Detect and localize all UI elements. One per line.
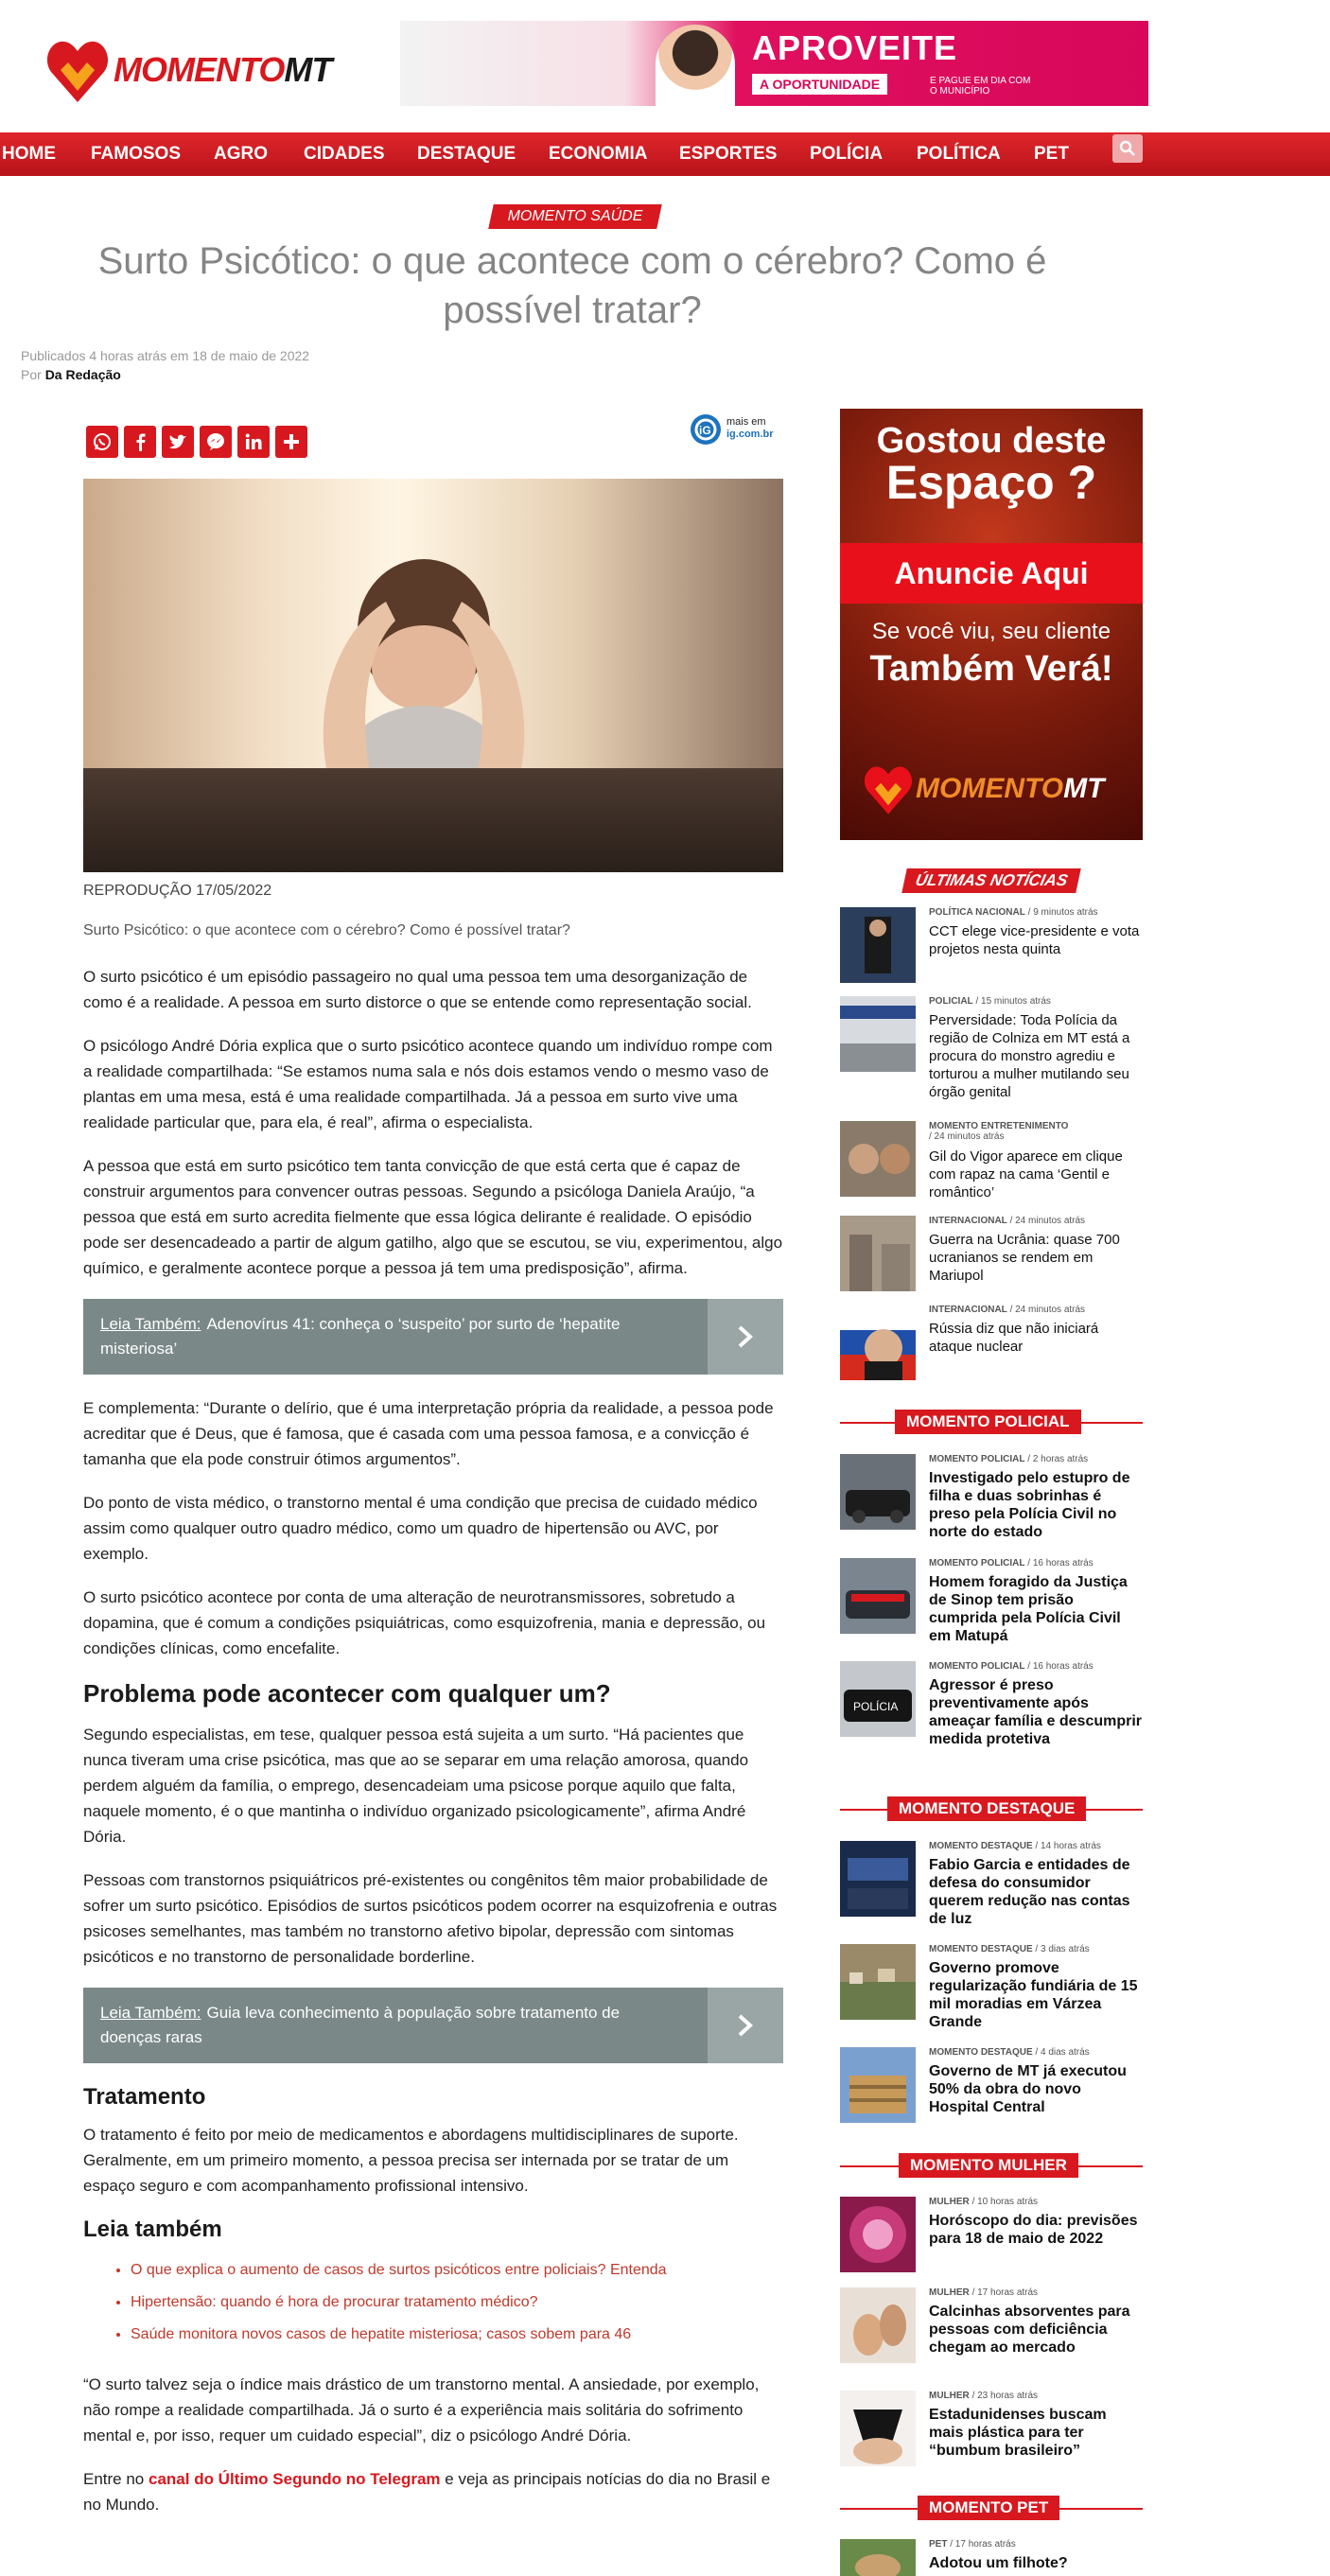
news-time: / 24 minutos atrás <box>929 1131 1005 1142</box>
news-category[interactable]: PET <box>929 2539 948 2550</box>
news-time: / 16 horas atrás <box>1027 1558 1094 1568</box>
news-time: / 16 horas atrás <box>1027 1661 1094 1672</box>
paragraph-9: O tratamento é feito por meio de medicamentos e abordagens multidisciplinares de suporte. Geralmente, em um primeiro momento, a pessoa precisa ser internada por se tratar de um espaço seguro e com acompanhamento profissional intensivo. <box>83 2126 739 2195</box>
news-thumbnail <box>840 1944 916 2020</box>
nav-home[interactable]: HOME <box>2 144 56 164</box>
news-title[interactable]: Investigado pelo estupro de filha e duas sobrinhas é preso pela Polícia Civil no norte do estado <box>929 1470 1130 1540</box>
site-logo[interactable] <box>47 34 331 106</box>
news-category[interactable]: MOMENTO POLICIAL <box>929 1661 1025 1672</box>
news-category[interactable]: MOMENTO DESTAQUE <box>929 1841 1033 1851</box>
news-title[interactable]: Perversidade: Toda Polícia da região de Colniza em MT está a procura do monstro agrediu e torturou a mulher mutilando seu órgão genital <box>929 1012 1130 1100</box>
news-category[interactable]: MOMENTO ENTRETENIMENTO <box>929 1121 1069 1131</box>
side-ad-line-1a: Gostou deste <box>876 421 1107 461</box>
news-meta <box>929 2287 1038 2298</box>
hero-table <box>83 768 783 872</box>
news-title[interactable]: Gil do Vigor aparece em clique com rapaz na cama ‘Gentil e romântico’ <box>929 1148 1123 1200</box>
related-links-list <box>131 2254 783 2351</box>
news-title[interactable]: Calcinhas absorventes para pessoas com deficiência chegam ao mercado <box>929 2304 1130 2356</box>
side-ad-line-3: Se você viu, seu cliente <box>871 619 1111 644</box>
news-category[interactable]: MOMENTO POLICIAL <box>929 1558 1025 1568</box>
news-thumbnail <box>840 1841 916 1917</box>
top-ad-banner[interactable] <box>400 21 1148 106</box>
linkedin-icon <box>243 431 264 452</box>
news-thumbnail <box>840 1121 916 1197</box>
paragraph-1: O surto psicótico é um episódio passageiro no qual uma pessoa tem uma desorganização de como é a realidade. A pessoa em surto distorce o que se entende como representação social. <box>83 968 752 1011</box>
paragraph-8: Pessoas com transtornos psiquiátricos pré-existentes ou congênitos têm maior probabilidade de sofrer um surto psicótico. Episódios de surtos psicóticos podem ocorrer na esquizofrenia e outras psicoses semelhantes, mas também no transtorno afetivo bipolar, depressão com sintomas psicóticos e no transtorno de personalidade borderline. <box>83 1871 778 1966</box>
paragraph-3: A pessoa que está em surto psicótico tem tanta convicção de que está certa que é capaz de construir argumentos para convencer outras pessoas. Segundo a psicóloga Daniela Araújo, “a pessoa que está em surto acredita fielmente que essa lógica delirante é realidade. O episódio pode ser desencadeado a partir de algum gatilho, algo que se escutou, se viu, experimentou, algo químico, e geralmente acontece porque a pessoa já tem uma predisposição”, afirma. <box>83 1157 783 1277</box>
news-meta <box>929 1661 1094 1672</box>
whatsapp-share-button[interactable] <box>86 426 118 458</box>
news-title[interactable]: Governo promove regularização fundiária de 15 mil moradias em Várzea Grande <box>929 1960 1138 2030</box>
news-title[interactable]: Fabio Garcia e entidades de defesa do consumidor querem redução nas contas de luz <box>929 1857 1130 1927</box>
news-title[interactable]: Agressor é preso preventivamente após ameaçar família e descumprir medida protetiva <box>929 1677 1143 1747</box>
news-meta <box>929 2539 1016 2550</box>
news-meta <box>929 1216 1085 1226</box>
news-thumbnail <box>840 2539 916 2576</box>
ig-label-2: ig.com.br <box>726 429 774 440</box>
read-also-title-2: Guia leva conhecimento à população sobre tratamento de doenças raras <box>100 2004 621 2046</box>
ig-logo-icon <box>689 412 723 447</box>
news-meta <box>929 1841 1101 1851</box>
article-lead: Surto Psicótico: o que acontece com o cérebro? Como é possível tratar? <box>83 922 570 938</box>
nav-pet[interactable]: PET <box>1034 144 1069 164</box>
news-time: / 3 dias atrás <box>1035 1944 1090 1954</box>
side-ad-logo-a: MOMENTO <box>916 773 1064 804</box>
news-title[interactable]: Governo de MT já executou 50% da obra do novo Hospital Central <box>929 2063 1127 2115</box>
svg-text:iG: iG <box>699 424 711 437</box>
nav-politica[interactable]: POLÍTICA <box>917 144 1001 164</box>
section-ultimas-noticias-header <box>840 868 1143 893</box>
side-ad-line-1 <box>840 420 1143 508</box>
category-label: MOMENTO SAÚDE <box>507 208 643 224</box>
news-meta <box>929 1454 1088 1464</box>
section-policial-header <box>840 1410 1143 1434</box>
logo-text-a: MOMENTO <box>114 50 285 89</box>
facebook-icon <box>130 431 150 452</box>
nav-economia[interactable]: ECONOMIA <box>549 144 648 164</box>
paragraph-4: E complementa: “Durante o delírio, que é uma interpretação própria da realidade, a pessoa pode acreditar que é Deus, que é famosa, que é casada com uma pessoa famosa, e a convicção é tamanha que ela pode construir ótimos argumentos”. <box>83 1399 774 1468</box>
banner-small-text: E PAGUE EM DIA COM O MUNICÍPIO <box>930 76 1031 96</box>
subheading-problem: Problema pode acontecer com qualquer um? <box>83 1679 611 1708</box>
read-also-arrow-2[interactable] <box>708 1988 783 2063</box>
author-prefix: Por <box>21 367 42 382</box>
logo-text-b: MT <box>284 50 332 89</box>
related-link-1[interactable]: • O que explica o aumento de casos de surtos psicóticos entre policiais? Entenda <box>131 2254 783 2287</box>
site-header <box>0 0 1330 132</box>
news-thumbnail <box>840 2047 916 2123</box>
side-ad-line-1b: Espaço ? <box>885 456 1097 509</box>
news-title[interactable]: Guerra na Ucrânia: quase 700 ucranianos se rendem em Mariupol <box>929 1232 1120 1284</box>
news-title[interactable]: Adotou um filhote? <box>929 2555 1068 2571</box>
side-ad-logo <box>865 761 1104 817</box>
news-thumbnail <box>840 2391 916 2466</box>
ig-label-1: mais em <box>726 416 766 428</box>
search-icon <box>1119 140 1136 157</box>
section-mulher-label[interactable]: MOMENTO MULHER <box>899 2153 1078 2178</box>
heart-logo-icon <box>47 36 108 104</box>
side-ad-logo-text <box>916 773 1104 805</box>
news-time: / 15 minutos atrás <box>975 996 1051 1007</box>
banner-photo <box>656 25 735 106</box>
news-title[interactable]: CCT elege vice-presidente e vota projetos nesta quinta <box>929 923 1140 957</box>
news-meta <box>929 2197 1038 2207</box>
nav-destaque[interactable]: DESTAQUE <box>417 144 516 164</box>
paragraph-7: Segundo especialistas, em tese, qualquer pessoa está sujeita a um surto. “Há pacientes que nunca tiveram uma crise psicótica, mas que ao se separar em uma relação amorosa, quando perdem alguém da família, o emprego, desencadeiam uma psicose porque aquilo que falta, naquele momento, é o que mantinha o indivíduo organizado psicologicamente”, afirma André Dória. <box>83 1726 749 1846</box>
news-title[interactable]: Horóscopo do dia: previsões para 18 de maio de 2022 <box>929 2213 1138 2247</box>
news-title[interactable]: Rússia diz que não iniciará ataque nuclear <box>929 1321 1099 1355</box>
news-meta <box>929 1121 1068 1142</box>
news-category[interactable]: MOMENTO POLICIAL <box>929 1454 1025 1464</box>
news-time: / 10 horas atrás <box>971 2197 1039 2207</box>
side-ad-logo-b: MT <box>1063 773 1105 804</box>
news-thumbnail <box>840 2197 916 2272</box>
section-destaque-header <box>840 1796 1143 1821</box>
read-also-text-2 <box>100 2001 668 2050</box>
news-time: / 17 horas atrás <box>950 2539 1016 2550</box>
article-title: Surto Psicótico: o que acontece com o cérebro? Como é possível tratar? <box>97 240 1047 331</box>
side-ad-line-4: Também Verá! <box>869 649 1113 689</box>
chevron-right-icon <box>735 2013 756 2038</box>
side-ad-cta: Anuncie Aqui <box>840 543 1143 604</box>
news-meta <box>929 996 1051 1007</box>
news-category[interactable]: MULHER <box>929 2197 970 2207</box>
nav-esportes[interactable]: ESPORTES <box>679 144 778 164</box>
section-pet-label[interactable]: MOMENTO PET <box>918 2496 1059 2520</box>
news-thumbnail <box>840 907 916 983</box>
paragraph-10: “O surto talvez seja o índice mais drástico de um transtorno mental. A ansiedade, por exemplo, não rompe a realidade compartilhada. Já o surto é a experiência mais solitária do sofrimento mental e, por isso, requer um cuidado especial”, diz o psicólogo André Dória. <box>83 2375 760 2445</box>
news-meta <box>929 2047 1090 2058</box>
telegram-prefix: Entre no <box>83 2470 145 2488</box>
read-also-label-1: Leia Também: <box>100 1315 201 1333</box>
news-time: / 24 minutos atrás <box>1009 1305 1086 1315</box>
news-thumbnail <box>840 996 916 1072</box>
section-policial-label[interactable]: MOMENTO POLICIAL <box>895 1410 1081 1434</box>
share-bar <box>86 426 307 458</box>
news-thumbnail <box>840 1305 916 1380</box>
banner-headline: APROVEITE <box>752 28 958 67</box>
linkedin-share-button[interactable] <box>237 426 270 458</box>
news-time: / 4 dias atrás <box>1035 2047 1090 2058</box>
published-date: Publicados 4 horas atrás em 18 de maio de 2022 <box>21 348 310 363</box>
news-thumbnail <box>840 1558 916 1634</box>
related-link-2[interactable]: • Hipertensão: quando é hora de procurar tratamento médico? <box>131 2287 783 2319</box>
author-name[interactable]: Da Redação <box>44 367 121 382</box>
heart-logo-icon <box>865 762 912 816</box>
read-also-title-1: Adenovírus 41: conheça o ‘suspeito’ por surto de ‘hepatite misteriosa’ <box>100 1315 621 1358</box>
read-also-label-2: Leia Também: <box>100 2004 201 2022</box>
nav-policia[interactable]: POLÍCIA <box>810 144 884 164</box>
news-thumbnail <box>840 1216 916 1291</box>
twitter-icon <box>167 431 188 452</box>
read-also-box-2[interactable] <box>83 1988 783 2063</box>
news-time: / 24 minutos atrás <box>1009 1216 1086 1226</box>
article-body <box>83 918 783 2535</box>
more-share-button[interactable] <box>275 426 307 458</box>
section-pet-header <box>840 2496 1143 2520</box>
news-meta <box>929 1558 1094 1568</box>
svg-text:POLÍCIA: POLÍCIA <box>853 1700 899 1713</box>
whatsapp-icon <box>92 431 113 452</box>
news-meta <box>929 1305 1085 1315</box>
news-time: / 17 horas atrás <box>971 2287 1039 2298</box>
news-meta <box>929 2391 1038 2401</box>
news-category[interactable]: POLICIAL <box>929 996 973 1007</box>
telegram-suffix: e veja as principais notícias do dia no Brasil e no Mundo. <box>83 2470 771 2514</box>
news-thumbnail <box>840 1454 916 1530</box>
news-time: / 14 horas atrás <box>1035 1841 1101 1851</box>
subheading-read-also: Leia também <box>83 2217 222 2242</box>
news-time: / 23 horas atrás <box>971 2391 1039 2401</box>
chevron-right-icon <box>735 1324 756 1349</box>
telegram-link[interactable]: canal do Último Segundo no Telegram <box>149 2470 441 2488</box>
news-time: / 9 minutos atrás <box>1027 907 1098 918</box>
messenger-share-button[interactable] <box>200 426 232 458</box>
paragraph-5: Do ponto de vista médico, o transtorno mental é uma condição que precisa de cuidado médico assim como qualquer outro quadro médico, como um quadro de hipertensão ou AVC, por exemplo. <box>83 1494 758 1563</box>
sidebar-ad-banner[interactable] <box>840 409 1143 840</box>
section-destaque-label[interactable]: MOMENTO DESTAQUE <box>887 1796 1086 1821</box>
news-category[interactable]: MOMENTO DESTAQUE <box>929 1944 1033 1954</box>
section-ultimas-label[interactable]: ÚLTIMAS NOTÍCIAS <box>901 868 1081 893</box>
search-button[interactable] <box>1112 134 1143 163</box>
news-category[interactable]: POLÍTICA NACIONAL <box>929 907 1025 918</box>
banner-badge: A OPORTUNIDADE <box>752 74 887 95</box>
ig-partner-link[interactable] <box>689 412 778 447</box>
article-hero-image <box>83 479 783 872</box>
news-time: / 2 horas atrás <box>1027 1454 1089 1464</box>
paragraph-2: O psicólogo André Dória explica que o surto psicótico acontece quando um indivíduo rompe com a realidade compartilhada: “Se estamos numa sala e nós dois estamos vendo o mesmo vaso de plantas em uma mesa, está é uma realidade compartilhada. Já a pessoa em surto vive uma realidade particular que, para ela, é real”, afirma o especialista. <box>83 1037 773 1131</box>
paragraph-11 <box>83 2466 783 2517</box>
site-logo-text <box>114 50 331 90</box>
news-category[interactable]: MULHER <box>929 2391 970 2401</box>
nav-agro[interactable]: AGRO <box>214 144 268 164</box>
paragraph-6: O surto psicótico acontece por conta de uma alteração de neurotransmissores, sobretudo a dopamina, que é comum a condições psiquiátricas, como esquizofrenia, mania e depressão, ou condições clínicas, como encefalite. <box>83 1588 766 1657</box>
news-meta <box>929 1944 1090 1954</box>
article-meta <box>21 346 309 384</box>
plus-icon <box>281 431 302 452</box>
news-meta <box>929 907 1098 918</box>
news-category[interactable]: INTERNACIONAL <box>929 1216 1007 1226</box>
read-also-box-1[interactable] <box>83 1299 783 1375</box>
image-caption: REPRODUÇÃO 17/05/2022 <box>83 883 272 899</box>
subheading-treatment: Tratamento <box>83 2084 206 2110</box>
read-also-text-1 <box>100 1312 668 1361</box>
news-thumbnail <box>840 1661 916 1737</box>
news-title[interactable]: Estadunidenses buscam mais plástica para ter “bumbum brasileiro” <box>929 2407 1107 2459</box>
messenger-icon <box>205 431 226 452</box>
author-line <box>21 365 309 384</box>
news-category[interactable]: MULHER <box>929 2287 970 2298</box>
news-title[interactable]: Homem foragido da Justiça de Sinop tem prisão cumprida pela Polícia Civil em Matupá <box>929 1574 1128 1644</box>
news-category[interactable]: MOMENTO DESTAQUE <box>929 2047 1033 2058</box>
facebook-share-button[interactable] <box>124 426 156 458</box>
news-category[interactable]: INTERNACIONAL <box>929 1305 1007 1315</box>
read-also-arrow-1[interactable] <box>708 1299 783 1375</box>
category-badge[interactable] <box>488 204 662 229</box>
news-thumbnail <box>840 2287 916 2363</box>
section-mulher-header <box>840 2153 1143 2178</box>
related-link-3[interactable]: • Saúde monitora novos casos de hepatite misteriosa; casos sobem para 46 <box>131 2319 783 2351</box>
nav-famosos[interactable]: FAMOSOS <box>91 144 182 164</box>
nav-cidades[interactable]: CIDADES <box>304 144 385 164</box>
twitter-share-button[interactable] <box>162 426 194 458</box>
